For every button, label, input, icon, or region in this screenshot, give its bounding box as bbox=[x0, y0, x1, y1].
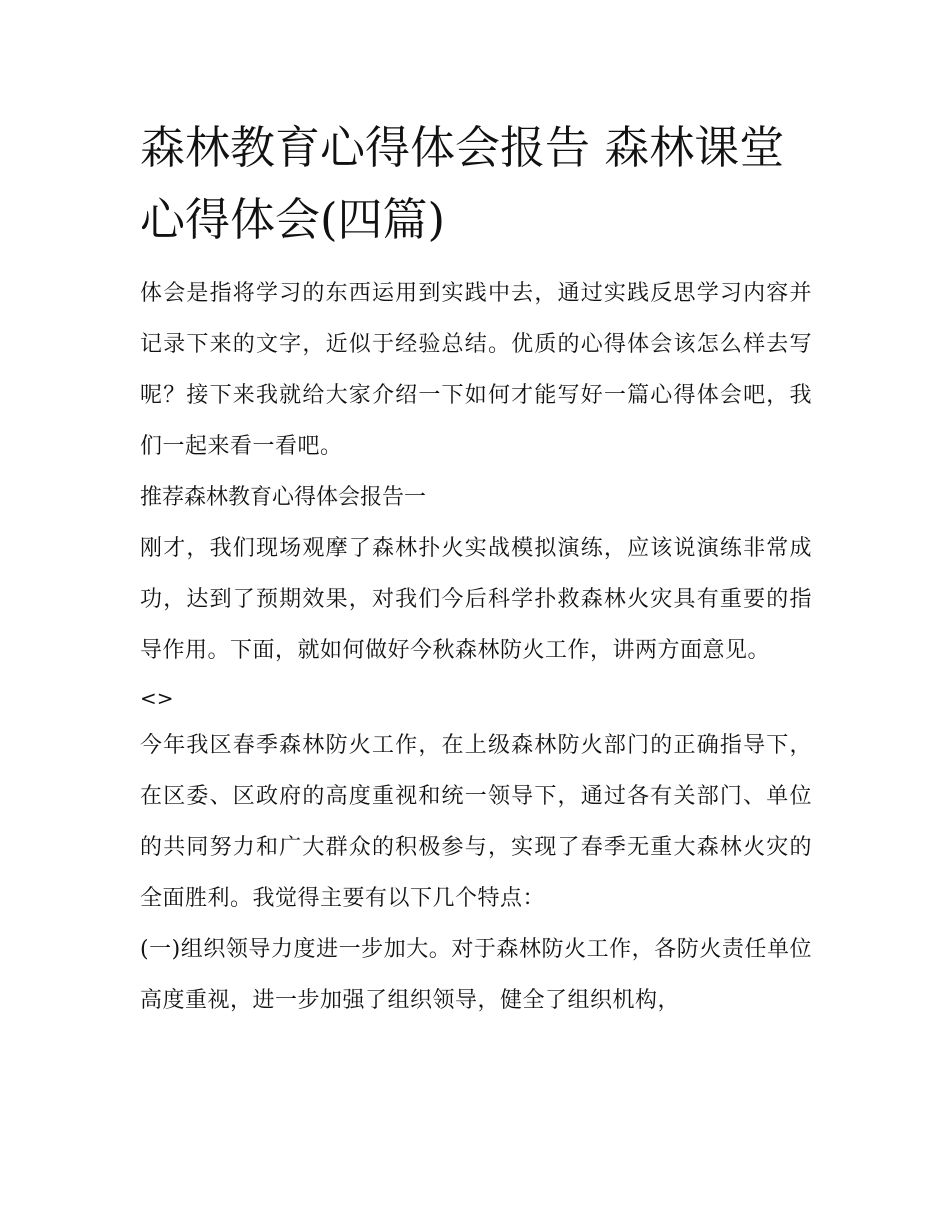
intro-paragraph: 体会是指将学习的东西运用到实践中去，通过实践反思学习内容并记录下来的文字，近似于经验总结。优质的心得体会该怎么样去写呢？接下来我就给大家介绍一下如何才能写好一篇心得体会吧，我们一起来看一看吧。 bbox=[140, 281, 812, 459]
document-page bbox=[140, 112, 812, 1026]
body-paragraph-3: (一)组织领导力度进一步加大。对于森林防火工作，各防火责任单位高度重视，进一步加强了组织领导，健全了组织机构， bbox=[140, 937, 812, 1013]
section-marker: <> bbox=[140, 686, 174, 710]
body-paragraph-1: 刚才，我们现场观摩了森林扑火实战模拟演练，应该说演练非常成功，达到了预期效果，对我们今后科学扑救森林火灾具有重要的指导作用。下面，就如何做好今秋森林防火工作，讲两方面意见。 bbox=[140, 536, 812, 663]
document-body bbox=[140, 268, 812, 1026]
section-heading: 推荐森林教育心得体会报告一 bbox=[140, 485, 427, 510]
body-paragraph-2: 今年我区春季森林防火工作，在上级森林防火部门的正确指导下，在区委、区政府的高度重视和统一领导下，通过各有关部门、单位的共同努力和广大群众的积极参与，实现了春季无重大森林火灾的全面胜利。我觉得主要有以下几个特点： bbox=[140, 733, 812, 911]
document-title: 森林教育心得体会报告 森林课堂心得体会(四篇) bbox=[140, 121, 785, 246]
